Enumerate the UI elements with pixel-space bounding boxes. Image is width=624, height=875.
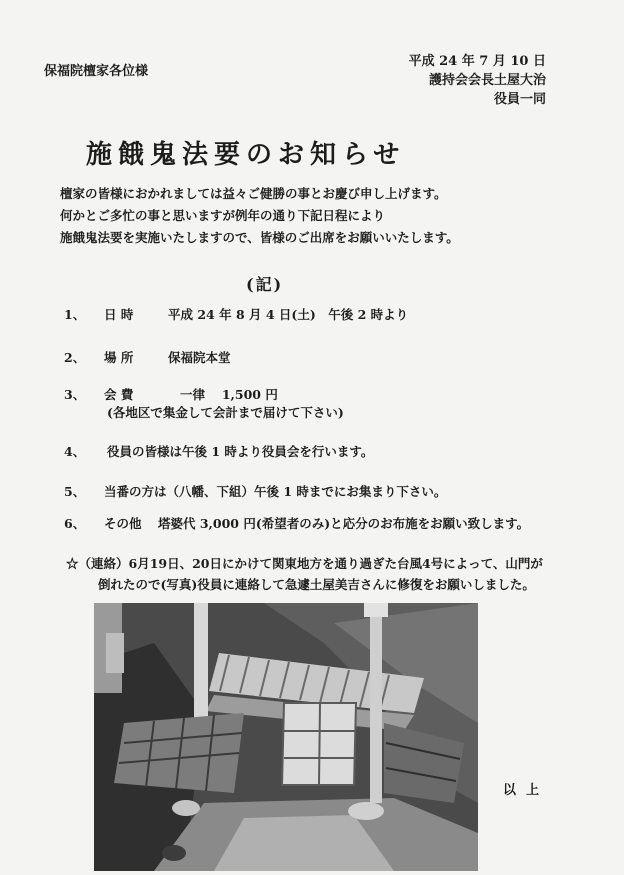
sender-block [409, 52, 546, 109]
greeting-line: 何かとご多忙の事と思いますが例年の通り下記日程により [60, 208, 386, 223]
greeting-paragraph [60, 183, 459, 249]
item-value: 平成 24 年 8 月 4 日(土) 午後 2 時より [168, 307, 409, 322]
fee-note: (各地区で集金して会計まで届けて下さい) [107, 405, 344, 420]
item-text: 当番の方は（八幡、下組）午後 1 時までにお集まり下さい。 [104, 484, 447, 499]
notice-line: 倒れたので(写真)役員に連絡して急遽土屋美吉さんに修復をお願いしました。 [98, 577, 535, 592]
collapsed-gate-photo [94, 603, 478, 871]
contact-notice [66, 553, 543, 595]
greeting-line: 施餓鬼法要を実施いたしますので、皆様のご出席をお願いいたします。 [60, 230, 459, 245]
document-title: 施餓鬼法要のお知らせ [86, 140, 406, 170]
item-value: 塔婆代 3,000 円(希望者のみ)と応分のお布施をお願い致します。 [158, 516, 530, 531]
item-value: 保福院本堂 [168, 350, 231, 365]
item-number: 6、 [64, 516, 86, 531]
item-number: 3、 [64, 387, 86, 402]
ki-heading: (記) [246, 275, 284, 294]
item-label: 場 所 [104, 350, 134, 365]
item-label: その他 [104, 516, 142, 531]
notice-line: ☆（連絡）6月19日、20日にかけて関東地方を通り過ぎた台風4号によって、山門が [66, 556, 543, 571]
item-label: 日 時 [104, 307, 134, 322]
sender-group: 役員一同 [493, 92, 546, 107]
sender-name: 護持会会長土屋大治 [428, 73, 546, 88]
item-number: 1、 [64, 307, 86, 322]
item-text: 役員の皆様は午後 1 時より役員会を行います。 [107, 444, 374, 459]
item-number: 4、 [64, 444, 86, 459]
greeting-line: 檀家の皆様におかれましては益々ご健勝の事とお慶び申し上げます。 [60, 186, 447, 201]
addressee: 保福院檀家各位様 [44, 64, 149, 79]
item-number: 2、 [64, 350, 86, 365]
issue-date: 平成 24 年 7 月 10 日 [408, 54, 546, 69]
item-value: 一律 1,500 円 [180, 387, 278, 402]
item-label: 会 費 [104, 387, 134, 402]
closing-ijo: 以上 [503, 783, 550, 798]
item-number: 5、 [64, 484, 86, 499]
